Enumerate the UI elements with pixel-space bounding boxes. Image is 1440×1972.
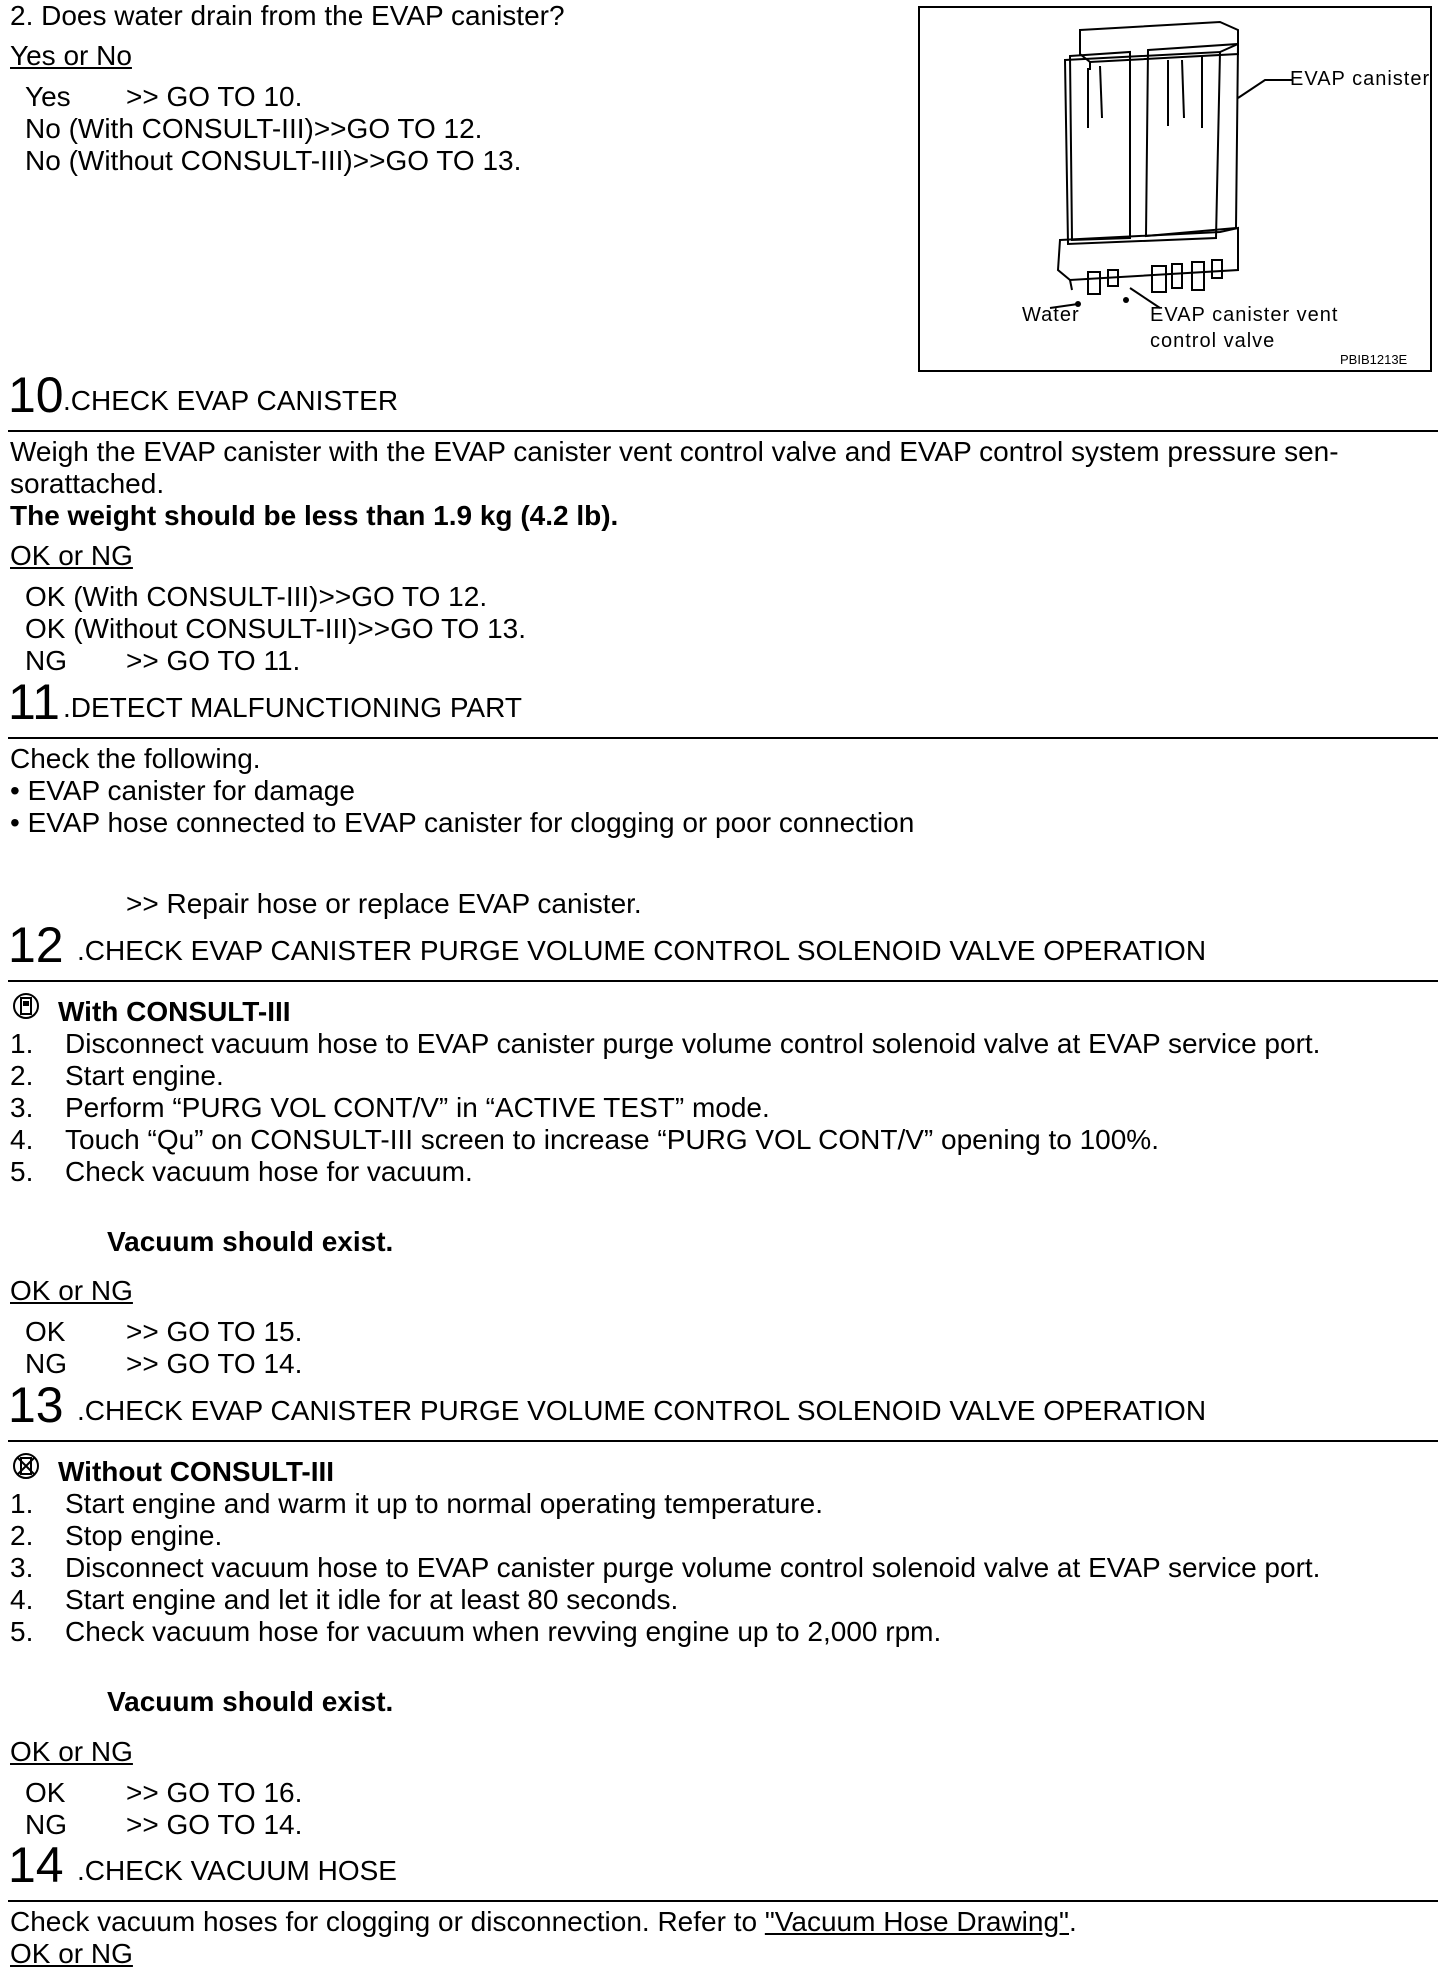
choice-label: OK or NG <box>10 1275 133 1306</box>
divider <box>8 1440 1438 1442</box>
step-body-text: Check vacuum hoses for clogging or disconnection. Refer to <box>10 1906 765 1937</box>
list-item-number: 1. <box>10 1028 34 1059</box>
divider <box>8 980 1438 982</box>
result-ng-cond: NG <box>25 1348 67 1379</box>
result-ok-without: OK (Without CONSULT-III)>>GO TO 13. <box>25 613 527 644</box>
figure-code: PBIB1213E <box>1340 352 1408 367</box>
choice-label: Yes or No <box>10 40 132 71</box>
list-item-number: 3. <box>10 1092 34 1123</box>
step-number: 14 <box>8 1837 64 1893</box>
result-ng-cond: NG <box>25 1809 67 1840</box>
result-ng-action: >> GO TO 14. <box>126 1809 303 1840</box>
result-yes-cond: Yes <box>25 81 71 112</box>
question-text: 2. Does water drain from the EVAP canister? <box>10 0 565 31</box>
result-ng-action: >> GO TO 11. <box>126 645 301 676</box>
result-ng-action: >> GO TO 14. <box>126 1348 303 1379</box>
list-item-text: Start engine and let it idle for at least 80 seconds. <box>65 1584 679 1615</box>
choice-label: OK or NG <box>10 1736 133 1767</box>
step-title: .CHECK VACUUM HOSE <box>77 1855 397 1886</box>
evap-canister-figure <box>918 6 1432 372</box>
result-ok-action: >> GO TO 16. <box>126 1777 303 1808</box>
choice-label: OK or NG <box>10 540 133 571</box>
step-number: 10 <box>8 367 64 423</box>
list-item-number: 4. <box>10 1124 34 1155</box>
vacuum-hose-drawing-link[interactable]: "Vacuum Hose Drawing" <box>764 1906 1069 1937</box>
result-no-without: No (Without CONSULT-III)>>GO TO 13. <box>25 145 522 176</box>
spec-text: Vacuum should exist. <box>107 1226 394 1257</box>
list-item-number: 5. <box>10 1156 34 1187</box>
step-number: 11 <box>8 674 60 730</box>
result-no-with: No (With CONSULT-III)>>GO TO 12. <box>25 113 483 144</box>
step-number: 13 <box>8 1377 64 1433</box>
result-ok-cond: OK <box>25 1316 66 1347</box>
divider <box>8 1900 1438 1902</box>
list-item-number: 4. <box>10 1584 34 1615</box>
list-item-text: Start engine and warm it up to normal operating temperature. <box>65 1488 823 1519</box>
result-ng-cond: NG <box>25 645 67 676</box>
divider <box>8 430 1438 432</box>
step-action: >> Repair hose or replace EVAP canister. <box>126 888 642 919</box>
choice-label: OK or NG <box>10 1938 133 1969</box>
result-ok-action: >> GO TO 15. <box>126 1316 303 1347</box>
bullet-item: • EVAP canister for damage <box>10 775 355 806</box>
label-evap-canister: EVAP canister <box>1290 68 1431 90</box>
list-item-text: Stop engine. <box>65 1520 223 1551</box>
step-body-line1: Weigh the EVAP canister with the EVAP canister vent control valve and EVAP control system pressure sen- <box>10 436 1339 467</box>
mode-heading: With CONSULT-III <box>58 996 291 1027</box>
list-item-text: Start engine. <box>65 1060 224 1091</box>
step-title: .DETECT MALFUNCTIONING PART <box>63 692 522 723</box>
list-item-number: 1. <box>10 1488 34 1519</box>
spec-text: Vacuum should exist. <box>107 1686 394 1717</box>
list-item-text: Check vacuum hose for vacuum when revving engine up to 2,000 rpm. <box>65 1616 942 1647</box>
list-item-text: Touch “Qu” on CONSULT-III screen to increase “PURG VOL CONT/V” opening to 100%. <box>65 1124 1159 1155</box>
label-water: Water <box>1022 304 1080 326</box>
step-intro: Check the following. <box>10 743 261 774</box>
list-item-text: Disconnect vacuum hose to EVAP canister purge volume control solenoid valve at EVAP service port. <box>65 1552 1321 1583</box>
result-yes-action: >> GO TO 10. <box>126 81 303 112</box>
divider <box>8 737 1438 739</box>
no-consult-tool-icon <box>12 1452 40 1480</box>
list-item-text: Perform “PURG VOL CONT/V” in “ACTIVE TEST” mode. <box>65 1092 770 1123</box>
step-body-suffix: . <box>1069 1906 1077 1937</box>
bullet-item: • EVAP hose connected to EVAP canister for clogging or poor connection <box>10 807 915 838</box>
step-number: 12 <box>8 917 64 973</box>
consult-tool-icon <box>12 992 40 1020</box>
result-ok-cond: OK <box>25 1777 66 1808</box>
step-title: .CHECK EVAP CANISTER PURGE VOLUME CONTROL SOLENOID VALVE OPERATION <box>77 935 1207 966</box>
list-item-number: 3. <box>10 1552 34 1583</box>
step-body <box>10 1906 1077 1938</box>
result-ok-with: OK (With CONSULT-III)>>GO TO 12. <box>25 581 488 612</box>
label-vent-valve-1: EVAP canister vent <box>1150 304 1339 326</box>
label-vent-valve-2: control valve <box>1150 330 1276 352</box>
mode-heading: Without CONSULT-III <box>58 1456 335 1487</box>
step-body-line2: sorattached. <box>10 468 165 499</box>
list-item-text: Check vacuum hose for vacuum. <box>65 1156 473 1187</box>
step-title: .CHECK EVAP CANISTER <box>63 385 399 416</box>
list-item-text: Disconnect vacuum hose to EVAP canister purge volume control solenoid valve at EVAP service port. <box>65 1028 1321 1059</box>
list-item-number: 2. <box>10 1520 34 1551</box>
spec-text: The weight should be less than 1.9 kg (4.2 lb). <box>10 500 619 531</box>
list-item-number: 5. <box>10 1616 34 1647</box>
list-item-number: 2. <box>10 1060 34 1091</box>
step-title: .CHECK EVAP CANISTER PURGE VOLUME CONTROL SOLENOID VALVE OPERATION <box>77 1395 1207 1426</box>
